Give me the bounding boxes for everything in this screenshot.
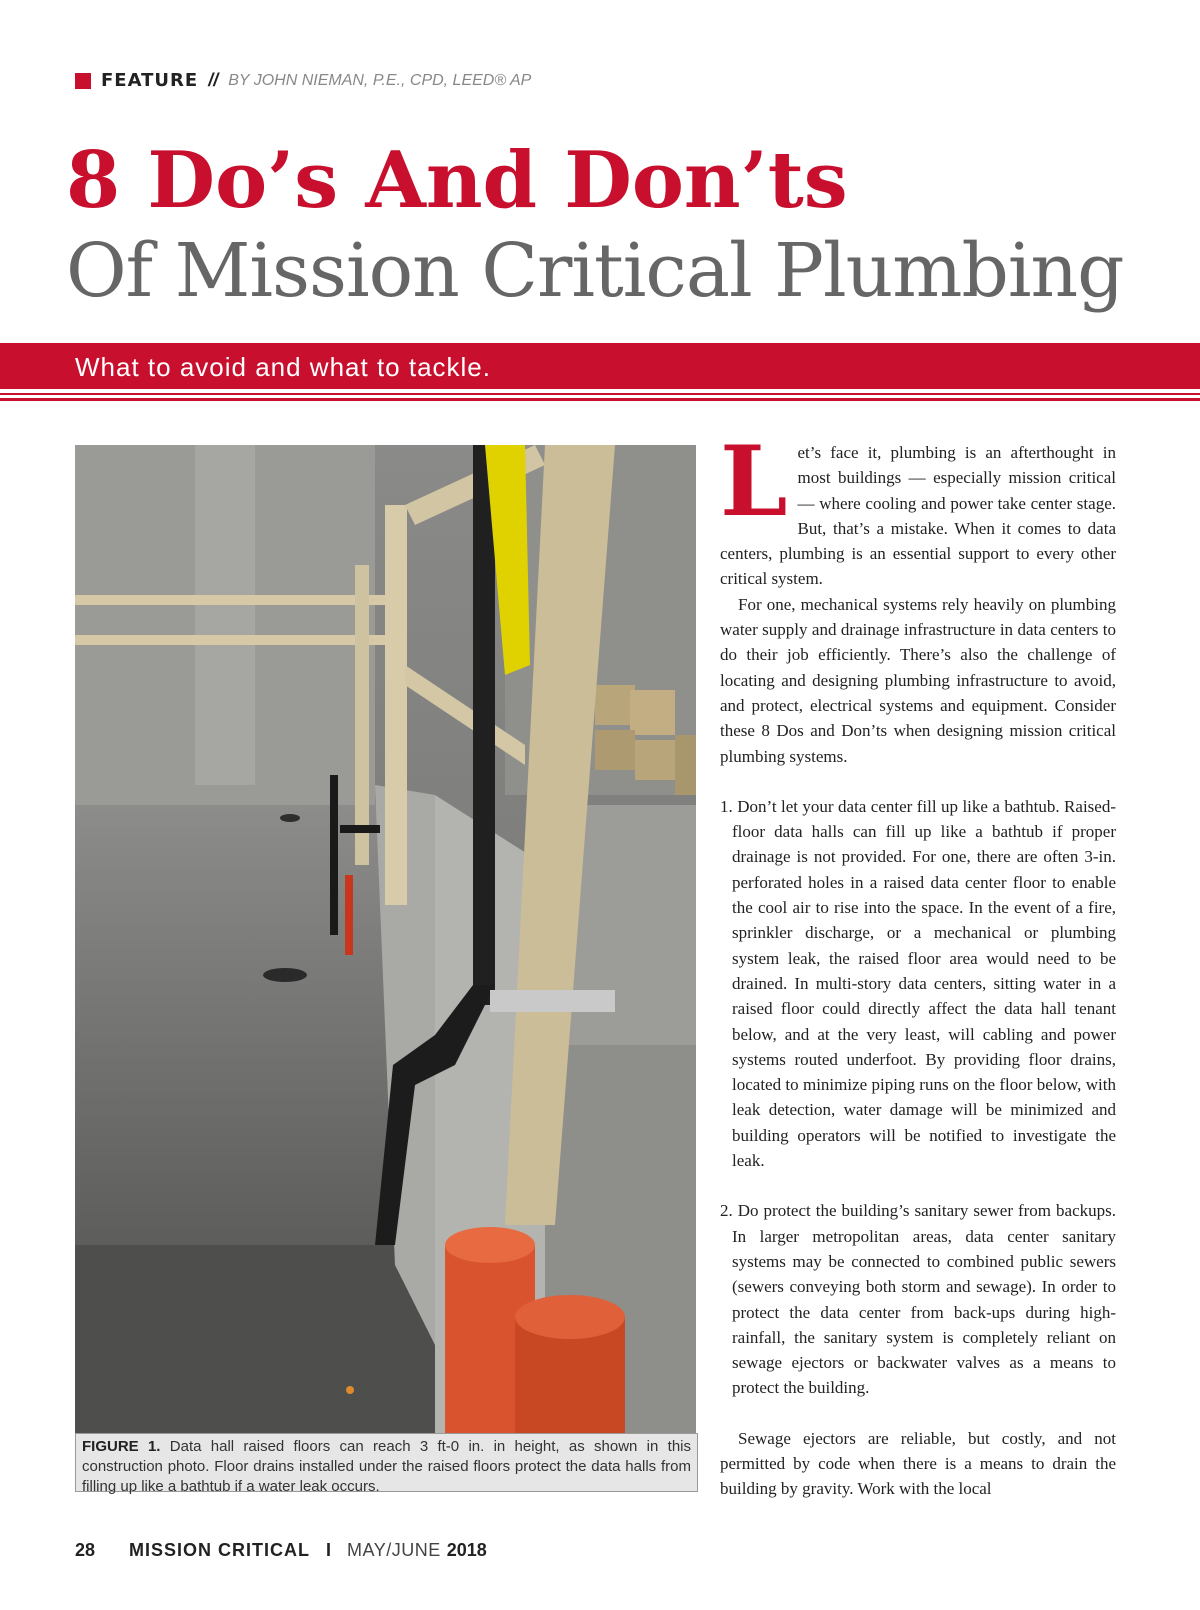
section-label: FEATURE — [101, 70, 199, 91]
paragraph: Sewage ejectors are reliable, but costly, and not permitted by code when there is a means to drain the building by gravity. Work with the local — [720, 1428, 1116, 1499]
page-number: 28 — [75, 1540, 96, 1560]
byline: BY JOHN NIEMAN, P.E., CPD, LEED® AP — [228, 71, 532, 89]
kicker — [75, 70, 531, 91]
paragraph-intro: et’s face it, plumbing is an afterthought in most buildings — especially mission critical — where cooling and power take center stage. But, that’s a mistake. When it comes to data centers, plumbing is an essential support to every other critical system. — [720, 443, 1116, 589]
deck-rule — [0, 393, 1200, 395]
caption-text: Data hall raised floors can reach 3 ft-0 in. in height, as shown in this construction photo. Floor drains installed under the raised floors protect the data halls from filling up like a bathtub if a water leak occurs. — [82, 1438, 691, 1495]
list-item-1: 1. Don’t let your data center fill up like a bathtub. Raised-floor data halls can fill up like a bathtub if proper drainage is not provided. For one, there are often 3-in. perforated holes in a raised data center floor to enable the cool air to rise into the space. In the event of a fire, sprinkler discharge, or a mechanical or plumbing system leak, the raised floor area would need to be drained. In multi-story data centers, sitting water in a raised floor could directly affect the data hall tenant below, and at the very least, will cabling and power systems routed underfoot. By providing floor drains, located to minimize piping runs on the floor below, with leak detection, water damage will be minimized and building operators will be notified to investigate the leak. — [720, 796, 1116, 1171]
article-column — [720, 425, 1116, 1502]
issue-year: 2018 — [446, 1540, 487, 1560]
drop-cap: L — [720, 425, 788, 538]
section-marker — [75, 73, 91, 89]
deck-rule — [0, 398, 1200, 401]
figure-caption — [75, 1433, 698, 1495]
figure-photo — [75, 445, 696, 1433]
paragraph: For one, mechanical systems rely heavily on plumbing water supply and drainage infrastructure in data centers to do their job efficiently. There’s also the challenge of locating and designing plumbing infrastructure to avoid, and protect, electrical systems and equipment. Consider these 8 Dos and Don’ts when designing mission critical plumbing systems. — [720, 594, 1116, 766]
footer-separator: I — [326, 1540, 332, 1560]
construction-photo — [75, 445, 696, 1433]
deck-banner — [0, 343, 1200, 389]
list-item-2: 2. Do protect the building’s sanitary sewer from backups. In larger metropolitan areas, data center sanitary systems may be connected to combined public sewers (sewers conveying both storm and sewage). In order to protect the data center from back-ups during high-rainfall, the sanitary system is completely reliant on sewage ejectors or backwater valves as a means to protect the building. — [720, 1201, 1116, 1398]
headline-sub: Of Mission Critical Plumbing — [66, 228, 1124, 314]
issue-date: MAY/JUNE — [347, 1540, 441, 1560]
section-slashes: // — [208, 70, 219, 90]
caption-label: FIGURE 1. — [82, 1438, 161, 1455]
deck-text: What to avoid and what to tackle. — [75, 352, 491, 382]
page-footer — [75, 1540, 487, 1561]
headline: 8 Do’s And Don’ts — [66, 135, 848, 226]
magazine-name: MISSION CRITICAL — [129, 1540, 311, 1560]
